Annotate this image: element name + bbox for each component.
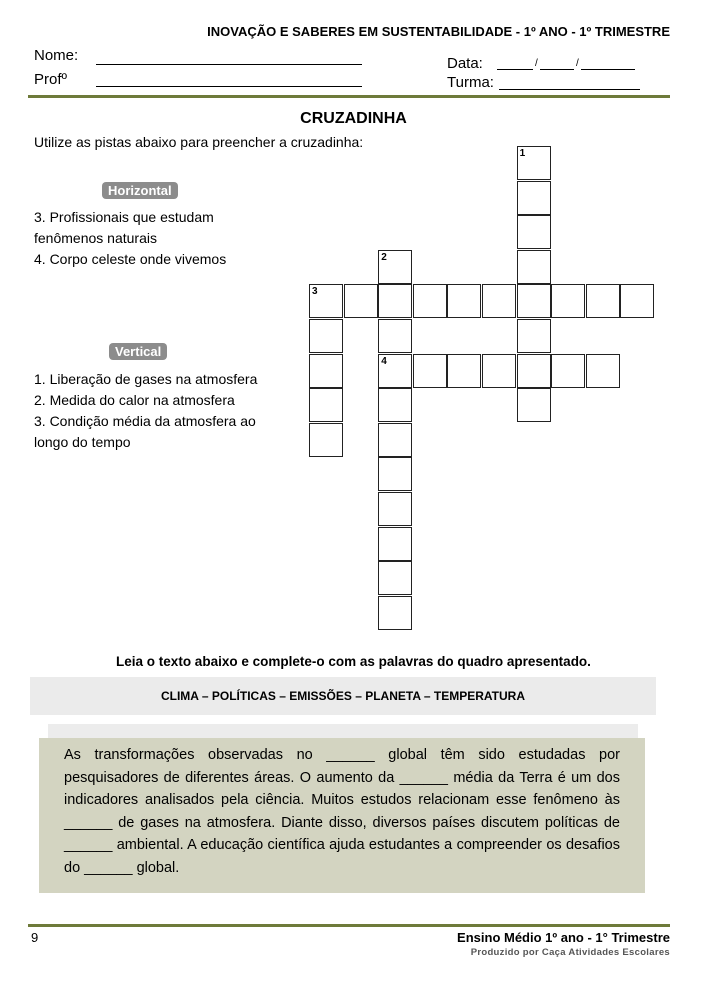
crossword-cell[interactable] <box>517 146 551 180</box>
crossword-cell[interactable] <box>378 284 412 318</box>
crossword-cell[interactable] <box>482 284 516 318</box>
vertical-clue-list <box>34 369 274 453</box>
crossword-cell[interactable] <box>517 181 551 215</box>
clue-item: 3. Profissionais que estudam fenômenos naturais <box>34 209 214 246</box>
crossword-cell[interactable] <box>378 319 412 353</box>
word-bank: CLIMA – POLÍTICAS – EMISSÕES – PLANETA – TEMPERATURA <box>30 677 656 715</box>
header-title: INOVAÇÃO E SABERES EM SUSTENTABILIDADE - 1º ANO - 1º TRIMESTRE <box>207 24 670 39</box>
crossword-cell[interactable] <box>482 354 516 388</box>
crossword-cell[interactable] <box>344 284 378 318</box>
crossword-cell[interactable] <box>309 354 343 388</box>
crossword-cell[interactable] <box>378 527 412 561</box>
crossword-cell[interactable] <box>378 492 412 526</box>
clue-item: 2. Medida do calor na atmosfera <box>34 392 235 408</box>
crossword-cell[interactable] <box>309 284 343 318</box>
date-year-field[interactable] <box>581 69 635 70</box>
crossword-cell[interactable] <box>517 388 551 422</box>
crossword-cell[interactable] <box>447 354 481 388</box>
clue-item: 4. Corpo celeste onde vivemos <box>34 251 227 267</box>
crossword-cell[interactable] <box>413 284 447 318</box>
crossword-cell[interactable] <box>586 354 620 388</box>
crossword-cell[interactable] <box>309 423 343 457</box>
horizontal-clue-list <box>34 207 274 270</box>
horizontal-label: Horizontal <box>102 182 178 199</box>
name-label: Nome: <box>34 47 79 64</box>
teacher-field[interactable] <box>96 86 362 87</box>
class-field[interactable] <box>499 89 640 90</box>
name-field[interactable] <box>96 64 362 65</box>
crossword-cell[interactable] <box>517 250 551 284</box>
crossword-cell[interactable] <box>378 388 412 422</box>
crossword-cell[interactable] <box>517 215 551 249</box>
crossword-cell[interactable] <box>309 319 343 353</box>
crossword-instruction: Utilize as pistas abaixo para preencher a cruzadinha: <box>34 134 364 150</box>
fill-in-text: As transformações observadas no ______ global têm sido estudadas por pesquisadores de diferentes áreas. O aumento da ______ média da Terra é um dos indicadores analisados pela ciência. Muitos estudos relacionam esse fenômeno às ______ de gases na atmosfera. Diante disso, diversos países discutem políticas de ______ ambiental. A educação científica ajuda estudantes a compreender os desafios do ______ global. <box>39 738 645 893</box>
clue-number: 4 <box>381 355 387 367</box>
vertical-label: Vertical <box>109 343 167 360</box>
crossword-cell[interactable] <box>413 354 447 388</box>
crossword-cell[interactable] <box>378 596 412 630</box>
crossword-cell[interactable] <box>447 284 481 318</box>
crossword-cell[interactable] <box>620 284 654 318</box>
header-divider <box>28 95 670 98</box>
clue-number: 1 <box>519 148 526 159</box>
crossword-cell[interactable] <box>378 250 412 284</box>
crossword-cell[interactable] <box>517 284 551 318</box>
crossword-cell[interactable] <box>586 284 620 318</box>
footer-divider <box>28 924 670 927</box>
clue-item: 3. Condição média da atmosfera ao longo do tempo <box>34 413 256 450</box>
crossword-cell[interactable] <box>378 561 412 595</box>
clue-number: 3 <box>312 286 318 298</box>
crossword-cell[interactable] <box>309 388 343 422</box>
exercise-instruction: Leia o texto abaixo e complete-o com as palavras do quadro apresentado. <box>116 654 591 669</box>
crossword-cell[interactable] <box>378 354 412 388</box>
date-month-field[interactable] <box>540 69 574 70</box>
crossword-cell[interactable] <box>517 319 551 353</box>
date-separator: / <box>576 58 579 69</box>
page-number: 9 <box>31 930 39 945</box>
clue-number: 2 <box>381 251 387 263</box>
footer-credit: Produzido por Caça Atividades Escolares <box>470 947 670 958</box>
crossword-cell[interactable] <box>378 457 412 491</box>
footer-title: Ensino Médio 1º ano - 1° Trimestre <box>457 930 670 945</box>
crossword-cell[interactable] <box>517 354 551 388</box>
teacher-label: Profº <box>34 71 67 88</box>
class-label: Turma: <box>447 74 494 91</box>
crossword-cell[interactable] <box>551 284 585 318</box>
date-separator: / <box>535 58 538 69</box>
crossword-cell[interactable] <box>551 354 585 388</box>
date-day-field[interactable] <box>497 69 533 70</box>
clue-item: 1. Liberação de gases na atmosfera <box>34 371 258 387</box>
date-label: Data: <box>447 55 483 72</box>
page-title: CRUZADINHA <box>300 110 407 127</box>
crossword-cell[interactable] <box>378 423 412 457</box>
